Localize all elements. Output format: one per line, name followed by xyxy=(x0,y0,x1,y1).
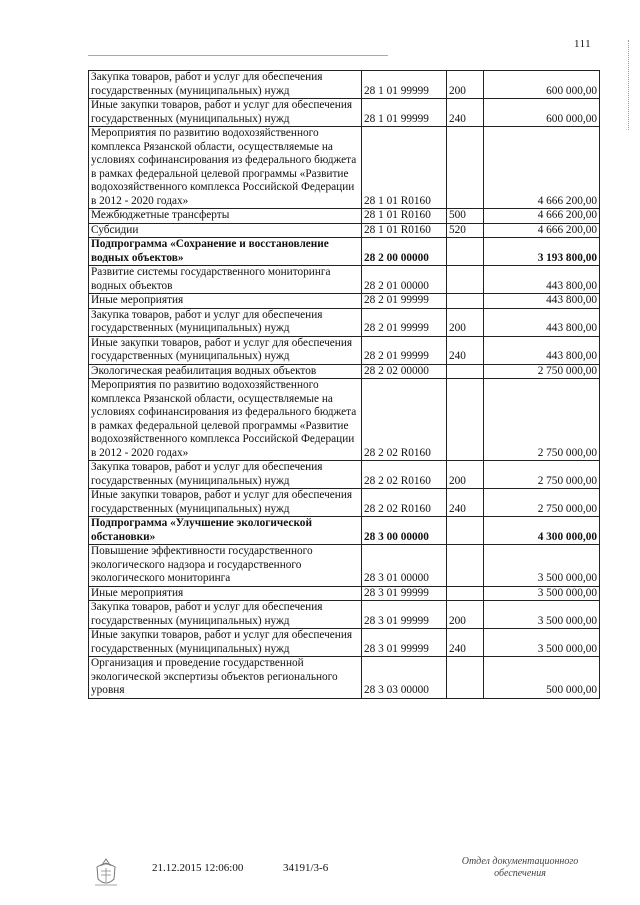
row-code: 28 1 01 R0160 xyxy=(362,223,447,238)
table-row xyxy=(89,127,600,209)
row-code: 28 2 01 00000 xyxy=(362,266,447,294)
row-type: 240 xyxy=(447,489,484,517)
table-row xyxy=(89,657,600,699)
row-sum: 2 750 000,00 xyxy=(484,461,600,489)
row-type xyxy=(447,238,484,266)
row-sum: 600 000,00 xyxy=(484,71,600,99)
row-code: 28 1 01 R0160 xyxy=(362,127,447,209)
budget-table-body xyxy=(89,71,600,699)
row-sum: 4 666 200,00 xyxy=(484,127,600,209)
row-sum: 443 800,00 xyxy=(484,294,600,309)
row-name: Иные закупки товаров, работ и услуг для обеспечения государственных (муниципальных) нужд xyxy=(89,629,362,657)
row-name: Развитие системы государственного мониторинга водных объектов xyxy=(89,266,362,294)
budget-table xyxy=(88,70,600,699)
row-name: Закупка товаров, работ и услуг для обеспечения государственных (муниципальных) нужд xyxy=(89,461,362,489)
row-sum: 2 750 000,00 xyxy=(484,489,600,517)
row-sum: 443 800,00 xyxy=(484,336,600,364)
row-name: Подпрограмма «Улучшение экологической обстановки» xyxy=(89,517,362,545)
row-name: Мероприятия по развитию водохозяйственного комплекса Рязанской области, осуществляемые на условиях софинансирования из федерального бюджета в рамках федеральной целевой программы «Развитие водохозяйственного комплекса Российской Федерации в 2012 - 2020 годах» xyxy=(89,127,362,209)
table-row xyxy=(89,99,600,127)
row-code: 28 2 01 99999 xyxy=(362,308,447,336)
row-type: 200 xyxy=(447,308,484,336)
footer-stamp-line2: обеспечения xyxy=(494,868,546,879)
row-sum: 3 500 000,00 xyxy=(484,601,600,629)
table-row xyxy=(89,461,600,489)
row-code: 28 2 02 R0160 xyxy=(362,379,447,461)
table-row xyxy=(89,545,600,587)
table-row xyxy=(89,489,600,517)
row-type xyxy=(447,364,484,379)
top-rule xyxy=(88,55,388,56)
row-code: 28 1 01 R0160 xyxy=(362,209,447,224)
table-row xyxy=(89,223,600,238)
row-name: Иные мероприятия xyxy=(89,586,362,601)
row-code: 28 2 00 00000 xyxy=(362,238,447,266)
footer-stamp-line1: Отдел документационного xyxy=(461,856,579,867)
table-row xyxy=(89,364,600,379)
row-code: 28 3 03 00000 xyxy=(362,657,447,699)
row-type: 240 xyxy=(447,336,484,364)
row-type: 240 xyxy=(447,99,484,127)
table-row-subprogram xyxy=(89,238,600,266)
row-type xyxy=(447,586,484,601)
table-row xyxy=(89,308,600,336)
table-row xyxy=(89,71,600,99)
row-name: Закупка товаров, работ и услуг для обеспечения государственных (муниципальных) нужд xyxy=(89,71,362,99)
row-code: 28 3 01 99999 xyxy=(362,601,447,629)
row-name: Повышение эффективности государственного экологического надзора и государственного экологического мониторинга xyxy=(89,545,362,587)
row-name: Организация и проведение государственной экологической экспертизы объектов регионального уровня xyxy=(89,657,362,699)
footer-stamp xyxy=(450,856,590,880)
table-row xyxy=(89,336,600,364)
row-code: 28 2 01 99999 xyxy=(362,294,447,309)
coat-of-arms-icon xyxy=(92,857,120,889)
row-name: Мероприятия по развитию водохозяйственного комплекса Рязанской области, осуществляемые на условиях софинансирования из федерального бюджета в рамках федеральной целевой программы «Развитие водохозяйственного комплекса Российской Федерации в 2012 - 2020 годах» xyxy=(89,379,362,461)
row-sum: 4 666 200,00 xyxy=(484,223,600,238)
row-name: Закупка товаров, работ и услуг для обеспечения государственных (муниципальных) нужд xyxy=(89,601,362,629)
row-type xyxy=(447,545,484,587)
page-number: 111 xyxy=(574,38,592,50)
row-sum: 4 666 200,00 xyxy=(484,209,600,224)
row-code: 28 2 02 R0160 xyxy=(362,489,447,517)
row-name: Экологическая реабилитация водных объектов xyxy=(89,364,362,379)
row-code: 28 1 01 99999 xyxy=(362,71,447,99)
row-code: 28 3 01 99999 xyxy=(362,586,447,601)
row-sum: 443 800,00 xyxy=(484,308,600,336)
row-code: 28 3 01 00000 xyxy=(362,545,447,587)
table-row xyxy=(89,601,600,629)
row-sum: 2 750 000,00 xyxy=(484,364,600,379)
table-row xyxy=(89,629,600,657)
row-type xyxy=(447,266,484,294)
row-name: Подпрограмма «Сохранение и восстановление водных объектов» xyxy=(89,238,362,266)
row-type: 200 xyxy=(447,71,484,99)
row-sum: 600 000,00 xyxy=(484,99,600,127)
row-sum: 2 750 000,00 xyxy=(484,379,600,461)
row-sum: 3 193 800,00 xyxy=(484,238,600,266)
table-row xyxy=(89,294,600,309)
row-name: Иные мероприятия xyxy=(89,294,362,309)
row-sum: 3 500 000,00 xyxy=(484,545,600,587)
row-type: 200 xyxy=(447,461,484,489)
table-row xyxy=(89,209,600,224)
row-sum: 443 800,00 xyxy=(484,266,600,294)
row-type: 200 xyxy=(447,601,484,629)
table-row xyxy=(89,266,600,294)
row-type xyxy=(447,294,484,309)
row-type xyxy=(447,379,484,461)
row-sum: 3 500 000,00 xyxy=(484,629,600,657)
row-name: Закупка товаров, работ и услуг для обеспечения государственных (муниципальных) нужд xyxy=(89,308,362,336)
row-name: Субсидии xyxy=(89,223,362,238)
row-sum: 4 300 000,00 xyxy=(484,517,600,545)
row-code: 28 2 02 00000 xyxy=(362,364,447,379)
row-code: 28 3 00 00000 xyxy=(362,517,447,545)
row-sum: 3 500 000,00 xyxy=(484,586,600,601)
row-type: 520 xyxy=(447,223,484,238)
row-type xyxy=(447,127,484,209)
row-code: 28 2 01 99999 xyxy=(362,336,447,364)
row-name: Иные закупки товаров, работ и услуг для обеспечения государственных (муниципальных) нужд xyxy=(89,336,362,364)
row-type: 500 xyxy=(447,209,484,224)
row-name: Иные закупки товаров, работ и услуг для обеспечения государственных (муниципальных) нужд xyxy=(89,99,362,127)
footer-datetime: 21.12.2015 12:06:00 xyxy=(152,862,244,874)
row-name: Межбюджетные трансферты xyxy=(89,209,362,224)
table-row xyxy=(89,586,600,601)
edge-marks xyxy=(628,40,633,130)
row-type xyxy=(447,517,484,545)
row-sum: 500 000,00 xyxy=(484,657,600,699)
footer-doc-number: 34191/3-6 xyxy=(283,862,329,874)
row-type xyxy=(447,657,484,699)
row-name: Иные закупки товаров, работ и услуг для обеспечения государственных (муниципальных) нужд xyxy=(89,489,362,517)
table-row-subprogram xyxy=(89,517,600,545)
row-code: 28 1 01 99999 xyxy=(362,99,447,127)
row-code: 28 2 02 R0160 xyxy=(362,461,447,489)
table-row xyxy=(89,379,600,461)
row-type: 240 xyxy=(447,629,484,657)
row-code: 28 3 01 99999 xyxy=(362,629,447,657)
